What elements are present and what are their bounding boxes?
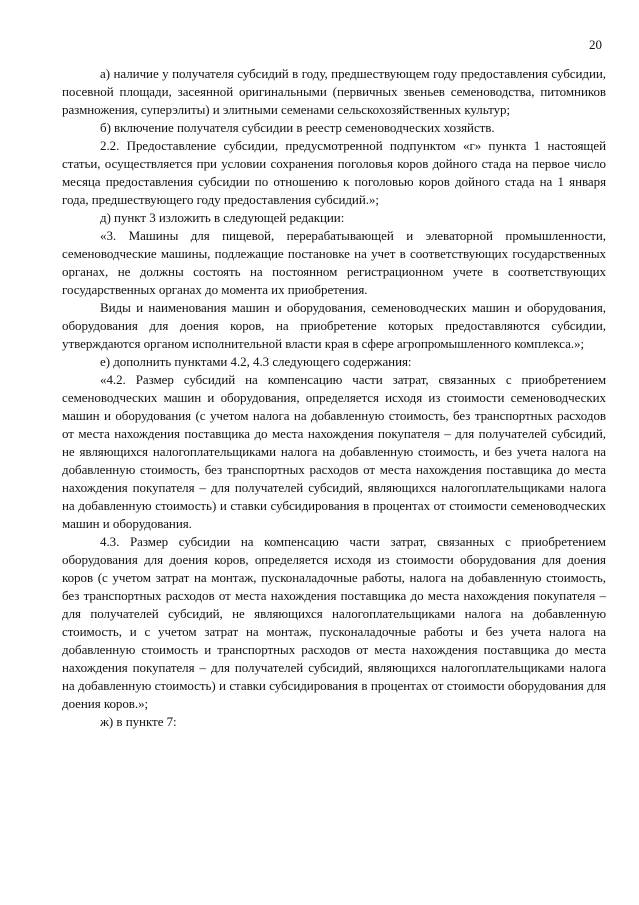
paragraph-d: д) пункт 3 изложить в следующей редакции: (100, 210, 345, 225)
paragraph-3: «3. Машины для пищевой, перерабатывающей и элеваторной промышленности, семеноводческие машины, подлежащие постановке на учет в соответствующих государственных органах, не должны состоять на постоянном регистрационном учете в соответствующих государственных органах до момента их приобретения. (62, 228, 606, 297)
paragraph-types-of-machines: Виды и наименования машин и оборудования, семеноводческих машин и оборудования, оборудования для доения коров, на приобретение которых предоставляются субсидии, утверждаются органом исполнительной власти края в сфере агропромышленного комплекса.»; (62, 300, 606, 351)
page-number: 20 (589, 37, 602, 52)
paragraph-zh: ж) в пункте 7: (100, 714, 177, 729)
paragraph-a: а) наличие у получателя субсидий в году, предшествующем году предоставления субсидии, посевной площади, засеянной оригинальными (первичных звеньев семеноводства, питомников размножения, суперэлиты) и элитными семенами сельскохозяйственных культур; (62, 66, 606, 117)
paragraph-b: б) включение получателя субсидии в реестр семеноводческих хозяйств. (100, 120, 495, 135)
document-body (62, 65, 606, 731)
paragraph-e: е) дополнить пунктами 4.2, 4.3 следующего содержания: (100, 354, 412, 369)
paragraph-2-2: 2.2. Предоставление субсидии, предусмотренной подпунктом «г» пункта 1 настоящей статьи, осуществляется при условии сохранения поголовья коров дойного стада на первое число месяца предоставления субсидии по отношению к поголовью коров дойного стада на 1 января года, предшествующего году предоставления субсидий.»; (62, 138, 606, 207)
paragraph-4-2: «4.2. Размер субсидий на компенсацию части затрат, связанных с приобретением семеноводческих машин и оборудования, определяется исходя из стоимости семеноводческих машин и оборудования (с учетом налога на добавленную стоимость, без транспортных расходов от места нахождения поставщика до места нахождения покупателя – для получателей субсидий, не являющихся налогоплательщиками налога на добавленную стоимость, и без учета налога на добавленную стоимость, без транспортных расходов от места нахождения поставщика до места нахождения покупателя – для получателей субсидий, являющихся налогоплательщиками налога на добавленную стоимость) и ставки субсидирования в процентах от стоимости семеноводческих машин и оборудования. (62, 372, 606, 531)
paragraph-4-3: 4.3. Размер субсидии на компенсацию части затрат, связанных с приобретением оборудования для доения коров, определяется исходя из стоимости оборудования для доения коров (с учетом затрат на монтаж, пусконаладочные работы, налога на добавленную стоимость, без транспортных расходов от места нахождения поставщика до места нахождения покупателя – для получателей субсидий, не являющихся налогоплательщиками налога на добавленную стоимость, и с учетом затрат на монтаж, пусконаладочные работы и без учета налога на добавленную стоимость и транспортных расходов от места нахождения поставщика до места нахождения покупателя – для получателей субсидий, являющихся налогоплательщиками налога на добавленную стоимость) и ставки субсидирования в процентах от стоимости оборудования для доения коров.»; (62, 534, 606, 711)
